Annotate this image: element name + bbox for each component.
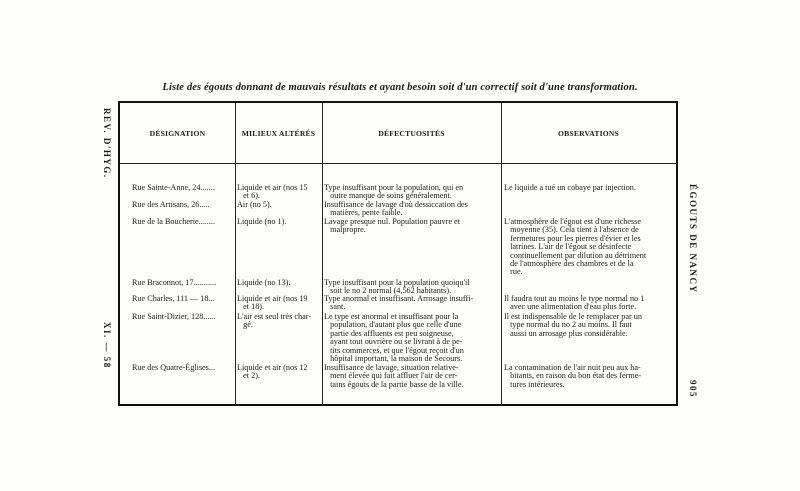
cell-designation: Rue Charles, 111 — 18... <box>132 294 215 303</box>
cell-milieux: Liquide (no 1). <box>237 217 287 226</box>
header-observations: OBSERVATIONS <box>558 129 619 138</box>
cell-defectuosites: Le type est anormal et insuffisant pour la population, d'autant plus que celle d'une partie des affluents est peu soigneuse, ayant tout ouvrière ou se livrant à de pe- tits commerces, et que l'égout reçoit d'un hôpital important, la maison de Secours. <box>324 312 464 364</box>
header-defectuosites: DÉFECTUOSITÉS <box>378 129 445 138</box>
table-caption: Liste des égouts donnant de mauvais résultats et ayant besoin soit d'un correctif soit d'une transformation. <box>162 82 638 93</box>
cell-defectuosites: Type insuffisant pour la population quoiqu'il soit le no 2 normal (4,562 habitants). <box>324 278 470 296</box>
header-rule <box>120 163 676 164</box>
cell-milieux: Liquide et air (nos 15 et 6). <box>237 183 308 201</box>
cell-milieux: Air (no 5). <box>237 200 272 209</box>
page-number: 905 <box>688 380 698 398</box>
right-running-title: ÉGOUTS DE NANCY <box>688 184 698 294</box>
column-divider <box>235 103 236 404</box>
cell-observations: La contamination de l'air nuit peu aux ha- bitants, en raison du bon état des ferme- tures intérieures. <box>504 363 642 389</box>
cell-defectuosites: Type anormal et insuffisant. Arrosage insuffi- sant. <box>324 294 474 312</box>
cell-milieux: Liquide et air (nos 12 et 2). <box>237 363 308 381</box>
cell-designation: Rue des Quatre-Églises... <box>132 363 215 372</box>
cell-observations: Il faudra tout au moins le type normal no 1 avec une alimentation d'eau plus forte. <box>504 294 645 312</box>
cell-designation: Rue des Artisans, 26..... <box>132 200 210 209</box>
cell-observations: Le liquide a tué un cobaye par injection. <box>504 183 636 192</box>
cell-milieux: L'air est seul très char- gé. <box>237 312 312 330</box>
cell-observations: L'atmosphère de l'égout est d'une richesse moyenne (35). Cela tient à l'absence de fermetures pour les pierres d'évier et les latrines. L'air de l'égout se désinfecte continuellement par dilution au détriment de l'atmosphère des chambres et de la rue. <box>504 217 647 277</box>
volume-page-marker: XI. — 58 <box>102 322 112 369</box>
cell-milieux: Liquide (no 13). <box>237 278 291 287</box>
column-divider <box>501 103 502 404</box>
cell-designation: Rue Sainte-Anne, 24....... <box>132 183 215 192</box>
column-divider <box>322 103 323 404</box>
cell-defectuosites: Lavage presque nul. Population pauvre et malpropre. <box>324 217 460 235</box>
journal-running-head: REV. D'HYG. <box>102 108 112 179</box>
data-table <box>118 101 678 406</box>
cell-designation: Rue de la Boucherie........ <box>132 217 215 226</box>
cell-milieux: Liquide et air (nos 19 et 18). <box>237 294 308 312</box>
cell-designation: Rue Braconnot, 17........... <box>132 278 217 287</box>
cell-defectuosites: Insuffisance de lavage, situation relative- ment élevée qui fait affluer l'air de cer- tains égouts de la partie basse de la ville. <box>324 363 464 389</box>
header-designation: DÉSIGNATION <box>149 129 206 138</box>
cell-defectuosites: Insuffisance de lavage d'où dessiccation des matières, pente faible. <box>324 200 468 218</box>
header-milieux: MILIEUX ALTÉRÉS <box>241 129 316 138</box>
cell-defectuosites: Type insuffisant pour la population, qui en outre manque de soins généralement. <box>324 183 464 201</box>
cell-observations: Il est indispensable de le remplacer par un type normal du no 2 au moins. Il faut aussi un arrosage plus considérable. <box>504 312 642 338</box>
cell-designation: Rue Saint-Dizier, 128...... <box>132 312 216 321</box>
